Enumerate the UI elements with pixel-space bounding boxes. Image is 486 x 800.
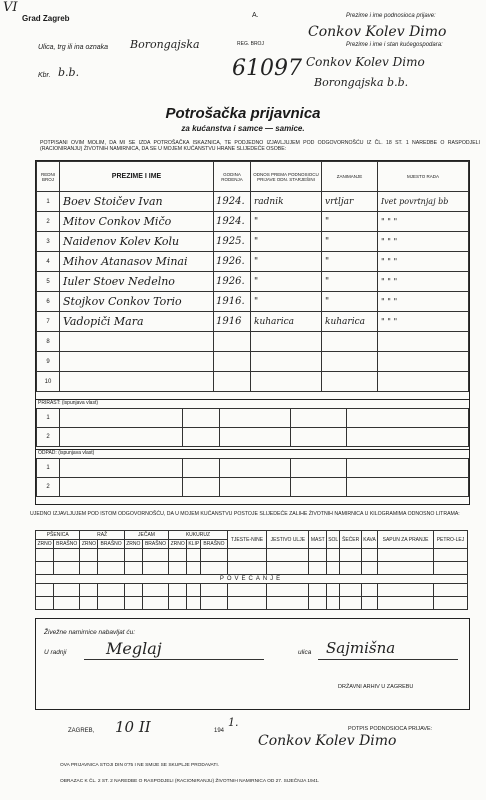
member-number: 4 (37, 252, 60, 272)
shop-heading: Živežne namirnice nabavljat ću: (44, 629, 136, 636)
date-value: 10 II (115, 718, 151, 736)
shop-line (84, 659, 264, 660)
col-name-header: PREZIME I IME (60, 162, 214, 192)
signature: Conkov Kolev Dimo (258, 733, 397, 749)
stocks-group: KUKURUZ (169, 531, 227, 540)
removals-row-number: 2 (37, 477, 60, 496)
member-workplace: " " " (378, 312, 469, 332)
stocks-single: ŠEĆER (340, 531, 362, 549)
member-name (60, 352, 214, 372)
member-relation: " (251, 232, 322, 252)
member-row (37, 212, 469, 232)
member-row (37, 192, 469, 212)
member-row (37, 312, 469, 332)
member-number: 5 (37, 272, 60, 292)
stocks-single: MAST (309, 531, 327, 549)
house-number-value: b.b. (58, 66, 80, 79)
member-number: 7 (37, 312, 60, 332)
member-occupation (322, 332, 378, 352)
member-workplace (378, 352, 469, 372)
signature-label: POTPIS PODNOSIOCA PRIJAVE: (348, 726, 433, 732)
member-birth-year: 1916. (214, 292, 251, 312)
stocks-sub: KLIP (188, 541, 200, 547)
member-birth-year: 1924. (214, 212, 251, 232)
member-birth-year: 1925. (214, 232, 251, 252)
member-name (60, 372, 214, 392)
stocks-single: SAPUN ZA PRANJE (378, 531, 434, 549)
member-relation (251, 372, 322, 392)
member-occupation: " (322, 272, 378, 292)
member-number: 6 (37, 292, 60, 312)
member-occupation: " (322, 232, 378, 252)
shop-in-label: U radnji (44, 649, 67, 656)
member-workplace: " " " (378, 212, 469, 232)
member-birth-year: 1926. (214, 272, 251, 292)
stocks-single: TJESTE-NINE (227, 531, 267, 549)
removals-table (36, 458, 469, 497)
member-name: Stojkov Conkov Torio (60, 292, 214, 312)
member-number: 2 (37, 212, 60, 232)
member-occupation (322, 372, 378, 392)
member-row (37, 352, 469, 372)
member-name: Naidenov Kolev Kolu (60, 232, 214, 252)
member-number: 9 (37, 352, 60, 372)
owner-name: Conkov Kolev Dimo (306, 55, 425, 69)
member-name: Boev Stoičev Ivan (60, 192, 214, 212)
year-suffix: 1. (228, 716, 239, 729)
member-birth-year: 1926. (214, 252, 251, 272)
removals-section (36, 449, 469, 497)
member-workplace: " " " (378, 272, 469, 292)
col-occupation-header: ZANIMANJE (322, 162, 378, 192)
corner-mark: VI (3, 0, 18, 15)
member-relation (251, 332, 322, 352)
member-relation (251, 352, 322, 372)
reg-number-value: 61097 (232, 56, 302, 81)
stocks-frame (35, 530, 468, 610)
member-rows (37, 192, 469, 392)
place-label: ZAGREB, (68, 728, 95, 734)
member-workplace: " " " (378, 292, 469, 312)
member-occupation: " (322, 252, 378, 272)
members-frame (35, 160, 470, 505)
stocks-sub: BRAŠNO (98, 540, 124, 549)
member-row (37, 292, 469, 312)
stocks-sub: BRAŠNO (201, 540, 227, 549)
member-occupation: kuharica (322, 312, 378, 332)
footnote-2: OBRAZAC K ČL. 2 ST. 2 NAREDBE O RASPODJELI (RACIONIRANJU) ŽIVOTNIH NAMIRNICA OD 27. SIJEČNJA 1941. (60, 779, 320, 784)
member-birth-year (214, 352, 251, 372)
member-relation: kuharica (251, 312, 322, 332)
member-birth-year: 1916 (214, 312, 251, 332)
member-name: Vadopiči Mara (60, 312, 214, 332)
col-relation-header: ODNOS PREMA PODNOSIOCU PRIJAVE ODN. STARJEŠINI (251, 162, 322, 192)
member-number: 3 (37, 232, 60, 252)
footnote-1: OVA PRIJAVNICA STOJI DIN 0'75 I NE SMIJE SE SKUPLJE PRODAVATI. (60, 763, 219, 768)
member-workplace (378, 332, 469, 352)
shop-name: Meglaj (106, 639, 162, 658)
stocks-table (35, 530, 468, 610)
member-name (60, 332, 214, 352)
member-birth-year: 1924. (214, 192, 251, 212)
member-workplace: " " " (378, 232, 469, 252)
member-workplace (378, 372, 469, 392)
member-workplace: " " " (378, 252, 469, 272)
member-number: 1 (37, 192, 60, 212)
applicant-name: Conkov Kolev Dimo (308, 24, 447, 40)
member-number: 8 (37, 332, 60, 352)
additions-row-number: 1 (37, 408, 60, 427)
member-name: Iuler Stoev Nedelno (60, 272, 214, 292)
stocks-declaration: UJEDNO IZJAVLJUJEM POD ISTOM ODGOVORNOŠĆU, DA U MOJEM KUĆANSTVU POSTOJE SLIJEDEĆE ZALIHE ŽIVOTNIH NAMIRNICA U KILOGRAMIMA ODNOSNO LITRAMA: (30, 511, 460, 517)
reg-number-label: REG. BROJ (237, 41, 264, 47)
member-row (37, 372, 469, 392)
applicant-label: Prezime i ime podnosioca prijave: (346, 13, 436, 19)
member-workplace: Ivet povrtnjaj bb (378, 192, 469, 212)
member-occupation (322, 352, 378, 372)
member-relation: " (251, 292, 322, 312)
stocks-sub: BRAŠNO (142, 540, 168, 549)
stocks-sub: ZRNO (81, 541, 96, 547)
stocks-single: PETRO-LEJ (433, 531, 467, 549)
stocks-sub: ZRNO (37, 541, 52, 547)
member-birth-year (214, 332, 251, 352)
additions-section (36, 399, 469, 447)
member-row (37, 252, 469, 272)
owner-label: Prezime i ime i stan kućegospodara: (346, 42, 443, 48)
member-occupation: vrtljar (322, 192, 378, 212)
additions-table (36, 408, 469, 447)
document-title: Potrošačka prijavnica (165, 105, 321, 122)
owner-address: Borongajska b.b. (314, 76, 409, 89)
col-birth-year-header: GODINA RODENJA (214, 162, 251, 192)
additions-row-number: 2 (37, 427, 60, 446)
member-birth-year (214, 372, 251, 392)
member-occupation: " (322, 292, 378, 312)
shop-street-line (318, 659, 458, 660)
form-letter: A. (252, 12, 259, 19)
stocks-single: JESTIVO ULJE (267, 531, 309, 549)
col-number-header: REDNI BROJ (37, 162, 60, 192)
member-relation: " (251, 272, 322, 292)
members-table (36, 161, 469, 392)
stocks-sub: ZRNO (170, 541, 185, 547)
member-number: 10 (37, 372, 60, 392)
street-label-shop: ulica (298, 649, 312, 656)
year-prefix: 194 (214, 728, 225, 734)
member-row (37, 272, 469, 292)
additions-label: PRIRAST: (ispunjava vlast) (38, 400, 99, 406)
increase-label: POVEĆANJE (36, 575, 468, 584)
stocks-group: JEČAM (124, 531, 168, 540)
member-relation: radnik (251, 192, 322, 212)
stocks-sub: BRAŠNO (54, 540, 80, 549)
member-name: Mihov Atanasov Minai (60, 252, 214, 272)
city-label: Grad Zagreb (22, 14, 70, 23)
member-relation: " (251, 212, 322, 232)
member-row (37, 332, 469, 352)
shop-street: Sajmišna (326, 639, 396, 657)
removals-label: ODPAD: (ispunjava vlast) (38, 450, 95, 456)
member-occupation: " (322, 212, 378, 232)
street-label: Ulica, trg ili ina oznaka (38, 44, 109, 51)
member-name: Mitov Conkov Mičo (60, 212, 214, 232)
stocks-single: KAVA (361, 531, 377, 549)
stocks-group: PŠENICA (36, 531, 80, 540)
street-value: Borongajska (130, 38, 200, 51)
document-subtitle: za kućanstva i samce — samice. (181, 124, 305, 133)
shop-box (35, 618, 470, 710)
stocks-group: RAŽ (80, 531, 124, 540)
declaration-text: POTPISANI OVIM MOLIM, DA MI SE IZDA POTROŠAČKA ISKAZNICA, TE PODJEDNO IZJAVLJUJEM POD ODGOVORNOŠĆU IZ ČL. 18 ST. 1 NAREDBE O RASPODJELI (RACIONIRANJU) ŽIVOTNIH NAMIRNICA, DA SE U MOJEM KUĆANSTVU HRANE SLIJEDEĆE OSOBE: (40, 140, 480, 152)
house-number-label: Kbr. (38, 72, 51, 79)
member-relation: " (251, 252, 322, 272)
stocks-single: SOL (327, 531, 340, 549)
col-workplace-header: MJESTO RADA (378, 162, 469, 192)
removals-row-number: 1 (37, 458, 60, 477)
archive-stamp: DRŽAVNI ARHIV U ZAGREBU (338, 684, 414, 690)
stocks-sub: ZRNO (126, 541, 141, 547)
member-row (37, 232, 469, 252)
